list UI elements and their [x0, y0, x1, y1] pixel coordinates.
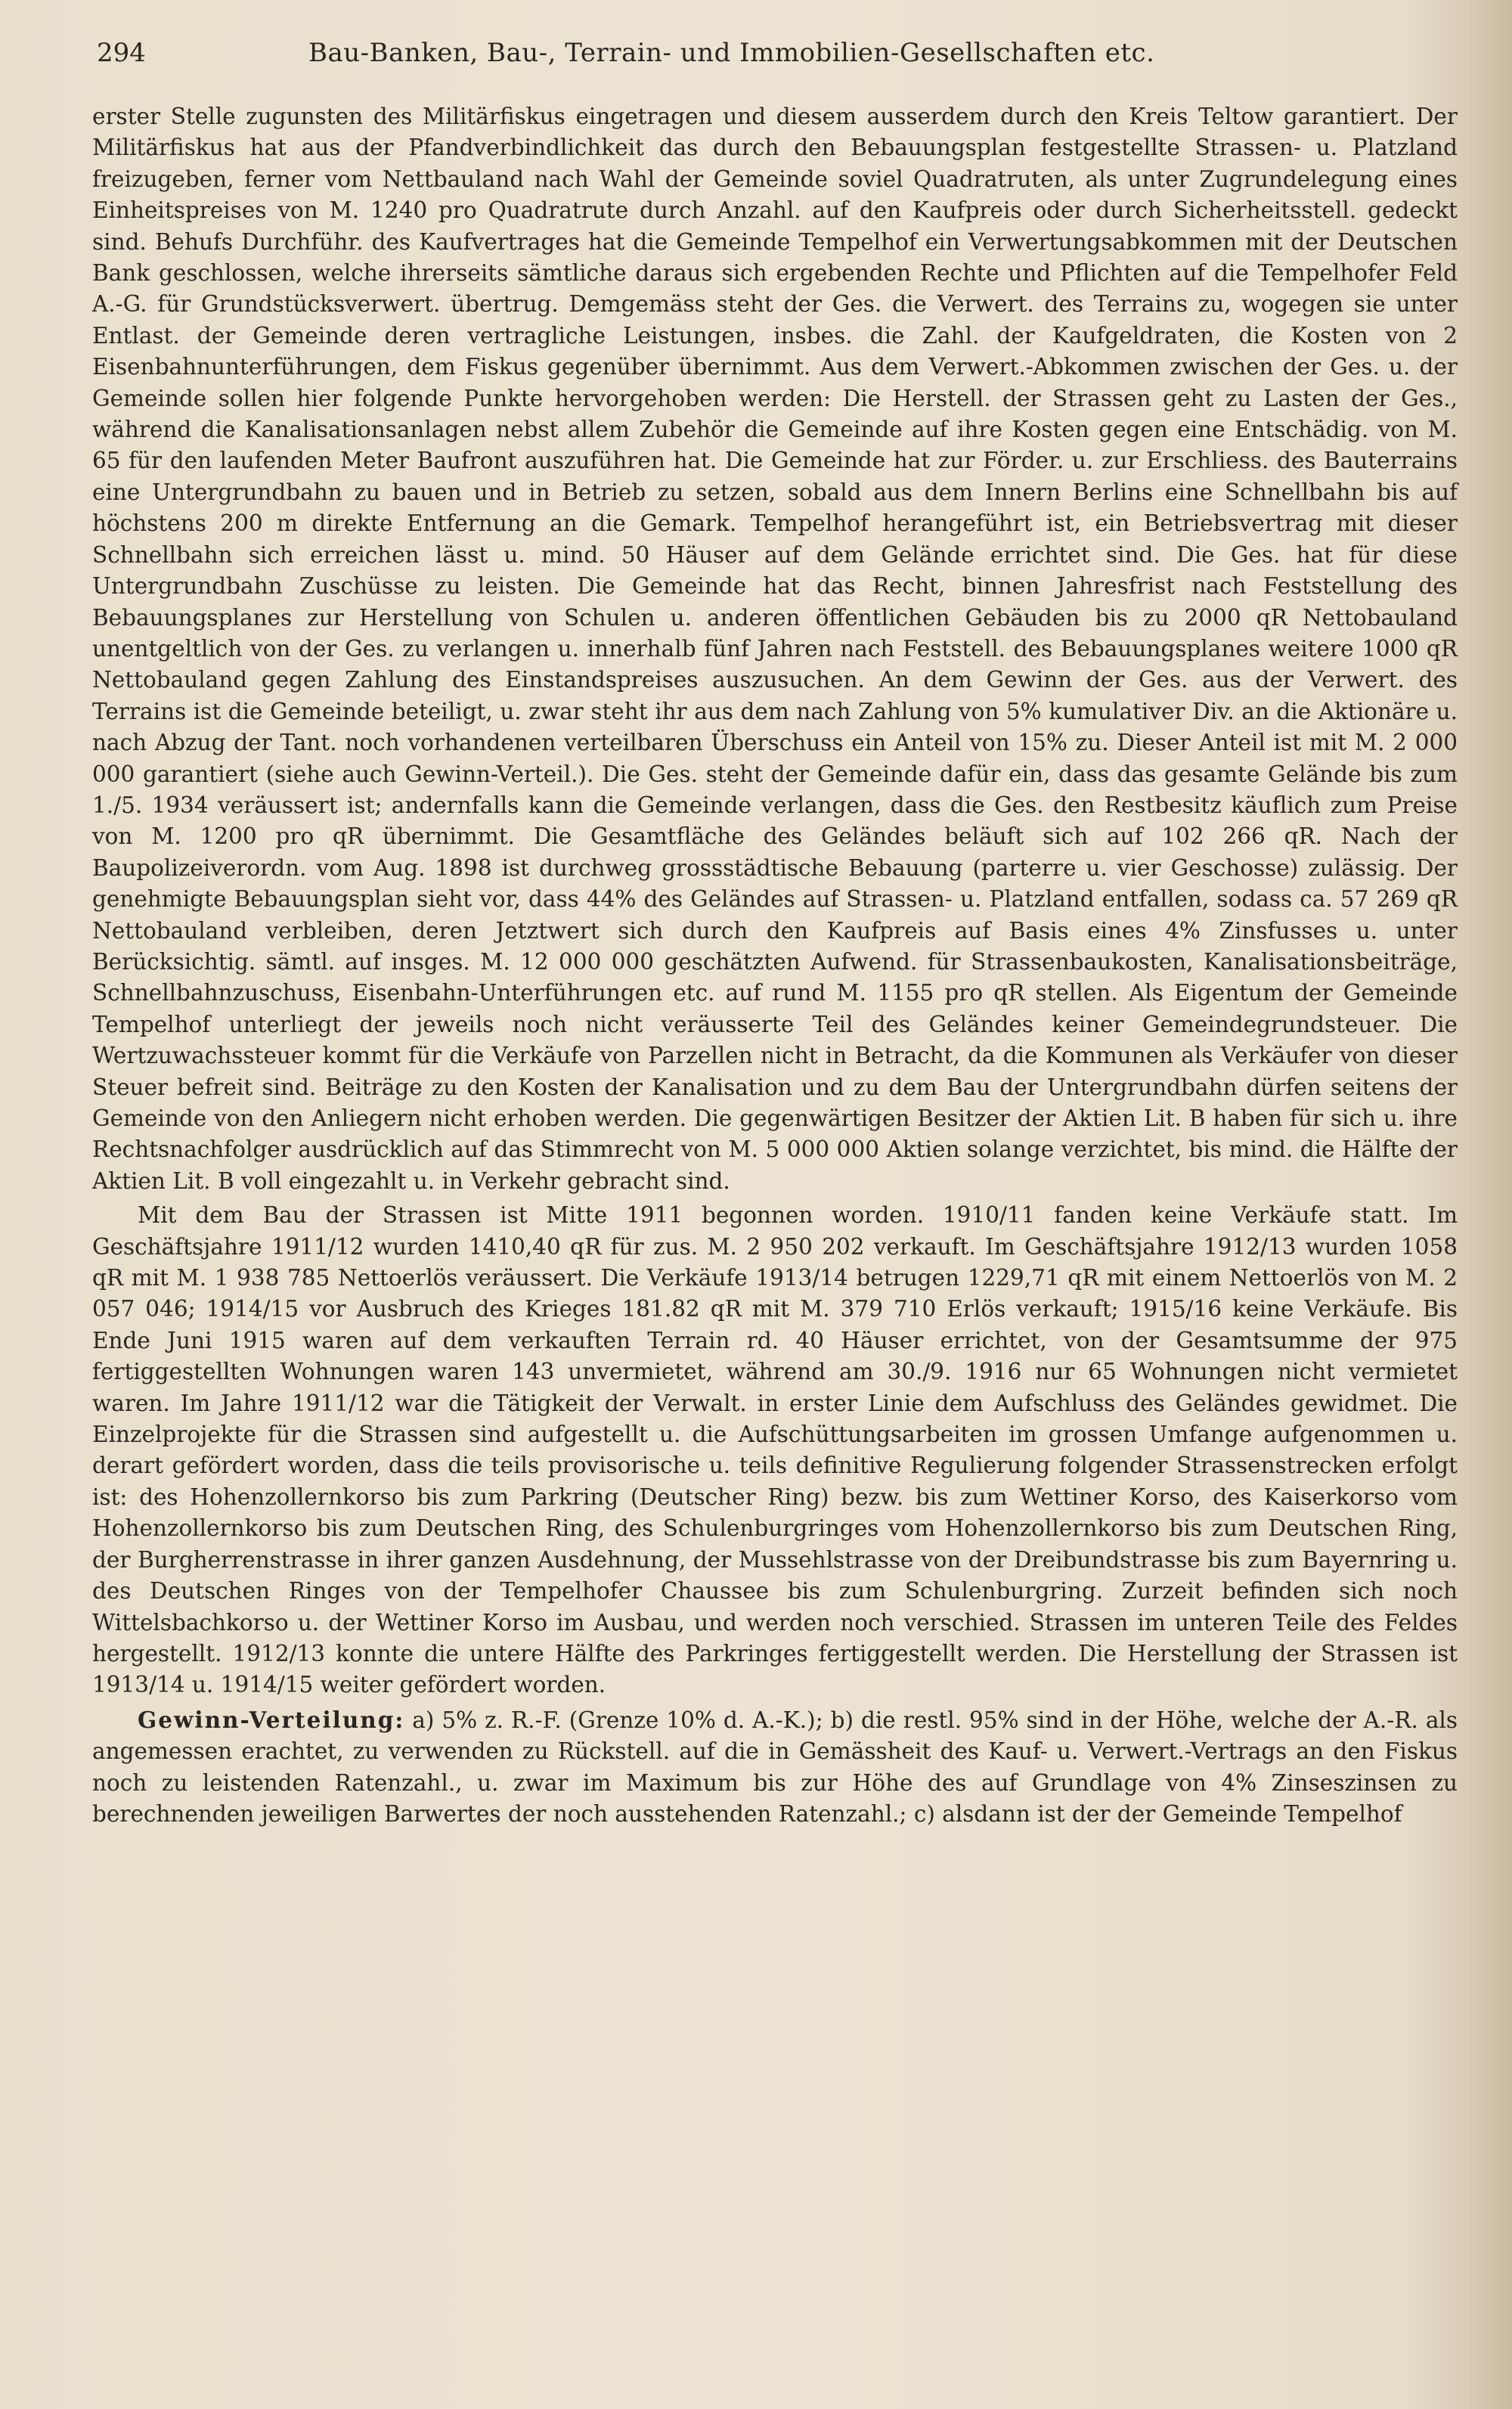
gewinn-verteilung-text: a) 5% z. R.-F. (Grenze 10% d. A.-K.); b) die restl. 95% sind in der Höhe, welche der A.-R. als angemessen erachtet, zu verwenden zu Rückstell. auf die in Gemässheit des Kauf- u. Verwert.-Vertrags an den Fiskus noch zu leistenden Ratenzahl., u. zwar im Maximum bis zur Höhe des auf Grundlage von 4% Zinseszinsen zu berechnenden jeweiligen Barwertes der noch ausstehenden Ratenzahl.; c) alsdann ist der der Gemeinde Tempelhof [92, 1707, 1458, 1827]
paragraph-gewinn-verteilung [92, 1704, 1458, 1831]
paragraph-continuation: erster Stelle zugunsten des Militärfiskus eingetragen und diesem ausserdem durch den Kreis Teltow garantiert. Der Militärfiskus hat aus der Pfandverbindlichkeit das durch den Bebauungsplan festgestellte Strassen- u. Platzland freizugeben, ferner vom Nettbauland nach Wahl der Gemeinde soviel Quadratruten, als unter Zugrundelegung eines Einheitspreises von M. 1240 pro Quadratrute durch Anzahl. auf den Kaufpreis oder durch Sicherheitsstell. gedeckt sind. Behufs Durchführ. des Kaufvertrages hat die Gemeinde Tempelhof ein Verwertungsabkommen mit der Deutschen Bank geschlossen, welche ihrerseits sämtliche daraus sich ergebenden Rechte und Pflichten auf die Tempelhofer Feld A.-G. für Grundstücksverwert. übertrug. Demgemäss steht der Ges. die Verwert. des Terrains zu, wogegen sie unter Entlast. der Gemeinde deren vertragliche Leistungen, insbes. die Zahl. der Kaufgeldraten, die Kosten von 2 Eisenbahnunterführungen, dem Fiskus gegenüber übernimmt. Aus dem Verwert.-Abkommen zwischen der Ges. u. der Gemeinde sollen hier folgende Punkte hervorgehoben werden: Die Herstell. der Strassen geht zu Lasten der Ges., während die Kanalisationsanlagen nebst allem Zubehör die Gemeinde auf ihre Kosten gegen eine Entschädig. von M. 65 für den laufenden Meter Baufront auszuführen hat. Die Gemeinde hat zur Förder. u. zur Erschliess. des Bauterrains eine Untergrundbahn zu bauen und in Betrieb zu setzen, sobald aus dem Innern Berlins eine Schnellbahn bis auf höchstens 200 m direkte Entfernung an die Gemark. Tempelhof herangeführt ist, ein Betriebsvertrag mit dieser Schnellbahn sich erreichen lässt u. mind. 50 Häuser auf dem Gelände errichtet sind. Die Ges. hat für diese Untergrundbahn Zuschüsse zu leisten. Die Gemeinde hat das Recht, binnen Jahresfrist nach Feststellung des Bebauungsplanes zur Herstellung von Schulen u. anderen öffentlichen Gebäuden bis zu 2000 qR Nettobauland unentgeltlich von der Ges. zu verlangen u. innerhalb fünf Jahren nach Feststell. des Bebauungsplanes weitere 1000 qR Nettobauland gegen Zahlung des Einstandspreises auszusuchen. An dem Gewinn der Ges. aus der Verwert. des Terrains ist die Gemeinde beteiligt, u. zwar steht ihr aus dem nach Zahlung von 5% kumulativer Div. an die Aktionäre u. nach Abzug der Tant. noch vorhandenen verteilbaren Überschuss ein Anteil von 15% zu. Dieser Anteil ist mit M. 2 000 000 garantiert (siehe auch Gewinn-Verteil.). Die Ges. steht der Gemeinde dafür ein, dass das gesamte Gelände bis zum 1./5. 1934 veräussert ist; andernfalls kann die Gemeinde verlangen, dass die Ges. den Restbesitz käuflich zum Preise von M. 1200 pro qR übernimmt. Die Gesamtfläche des Geländes beläuft sich auf 102 266 qR. Nach der Baupolizeiverordn. vom Aug. 1898 ist durchweg grossstädtische Bebauung (parterre u. vier Geschosse) zulässig. Der genehmigte Bebauungsplan sieht vor, dass 44% des Geländes auf Strassen- u. Platzland entfallen, sodass ca. 57 269 qR Nettobauland verbleiben, deren Jetztwert sich durch den Kaufpreis auf Basis eines 4% Zinsfusses u. unter Berücksichtig. sämtl. auf insges. M. 12 000 000 geschätzten Aufwend. für Strassenbaukosten, Kanalisationsbeiträge, Schnellbahnzuschuss, Eisenbahn-Unterführungen etc. auf rund M. 1155 pro qR stellen. Als Eigentum der Gemeinde Tempelhof unterliegt der jeweils noch nicht veräusserte Teil des Geländes keiner Gemeindegrundsteuer. Die Wertzuwachssteuer kommt für die Verkäufe von Parzellen nicht in Betracht, da die Kommunen als Verkäufer von dieser Steuer befreit sind. Beiträge zu den Kosten der Kanalisation und zu dem Bau der Untergrundbahn dürfen seitens der Gemeinde von den Anliegern nicht erhoben werden. Die gegenwärtigen Besitzer der Aktien Lit. B haben für sich u. ihre Rechtsnachfolger ausdrücklich auf das Stimmrecht von M. 5 000 000 Aktien solange verzichtet, bis mind. die Hälfte der Aktien Lit. B voll eingezahlt u. in Verkehr gebracht sind. [92, 104, 1458, 1194]
running-title: Bau-Banken, Bau-, Terrain- und Immobilien-Gesellschaften etc. [308, 38, 1155, 68]
paragraph-strassenbau: Mit dem Bau der Strassen ist Mitte 1911 begonnen worden. 1910/11 fanden keine Verkäufe statt. Im Geschäftsjahre 1911/12 wurden 1410,40 qR für zus. M. 2 950 202 verkauft. Im Geschäftsjahre 1912/13 wurden 1058 qR mit M. 1 938 785 Nettoerlös veräussert. Die Verkäufe 1913/14 betrugen 1229,71 qR mit einem Nettoerlös von M. 2 057 046; 1914/15 vor Ausbruch des Krieges 181.82 qR mit M. 379 710 Erlös verkauft; 1915/16 keine Verkäufe. Bis Ende Juni 1915 waren auf dem verkauften Terrain rd. 40 Häuser errichtet, von der Gesamtsumme der 975 fertiggestellten Wohnungen waren 143 unvermietet, während am 30./9. 1916 nur 65 Wohnungen nicht vermietet waren. Im Jahre 1911/12 war die Tätigkeit der Verwalt. in erster Linie dem Aufschluss des Geländes gewidmet. Die Einzelprojekte für die Strassen sind aufgestellt u. die Aufschüttungsarbeiten im grossen Umfange aufgenommen u. derart gefördert worden, dass die teils provisorische u. teils definitive Regulierung folgender Strassenstrecken erfolgt ist: des Hohenzollernkorso bis zum Parkring (Deutscher Ring) bezw. bis zum Wettiner Korso, des Kaiserkorso vom Hohenzollernkorso bis zum Deutschen Ring, des Schulenburgringes vom Hohenzollernkorso bis zum Deutschen Ring, der Burgherrenstrasse in ihrer ganzen Ausdehnung, der Mussehlstrasse von der Dreibundstrasse bis zum Bayernring u. des Deutschen Ringes von der Tempelhofer Chaussee bis zum Schulenburgring. Zurzeit befinden sich noch Wittelsbachkorso u. der Wettiner Korso im Ausbau, und werden noch verschied. Strassen im unteren Teile des Feldes hergestellt. 1912/13 konnte die untere Hälfte des Parkringes fertiggestellt werden. Die Herstellung der Strassen ist 1913/14 u. 1914/15 weiter gefördert worden. [92, 1202, 1458, 1698]
body-text [92, 101, 1458, 1830]
gewinn-verteilung-label: Gewinn-Verteilung: [138, 1706, 405, 1733]
page-number: 294 [97, 38, 146, 68]
running-header [97, 30, 1458, 76]
